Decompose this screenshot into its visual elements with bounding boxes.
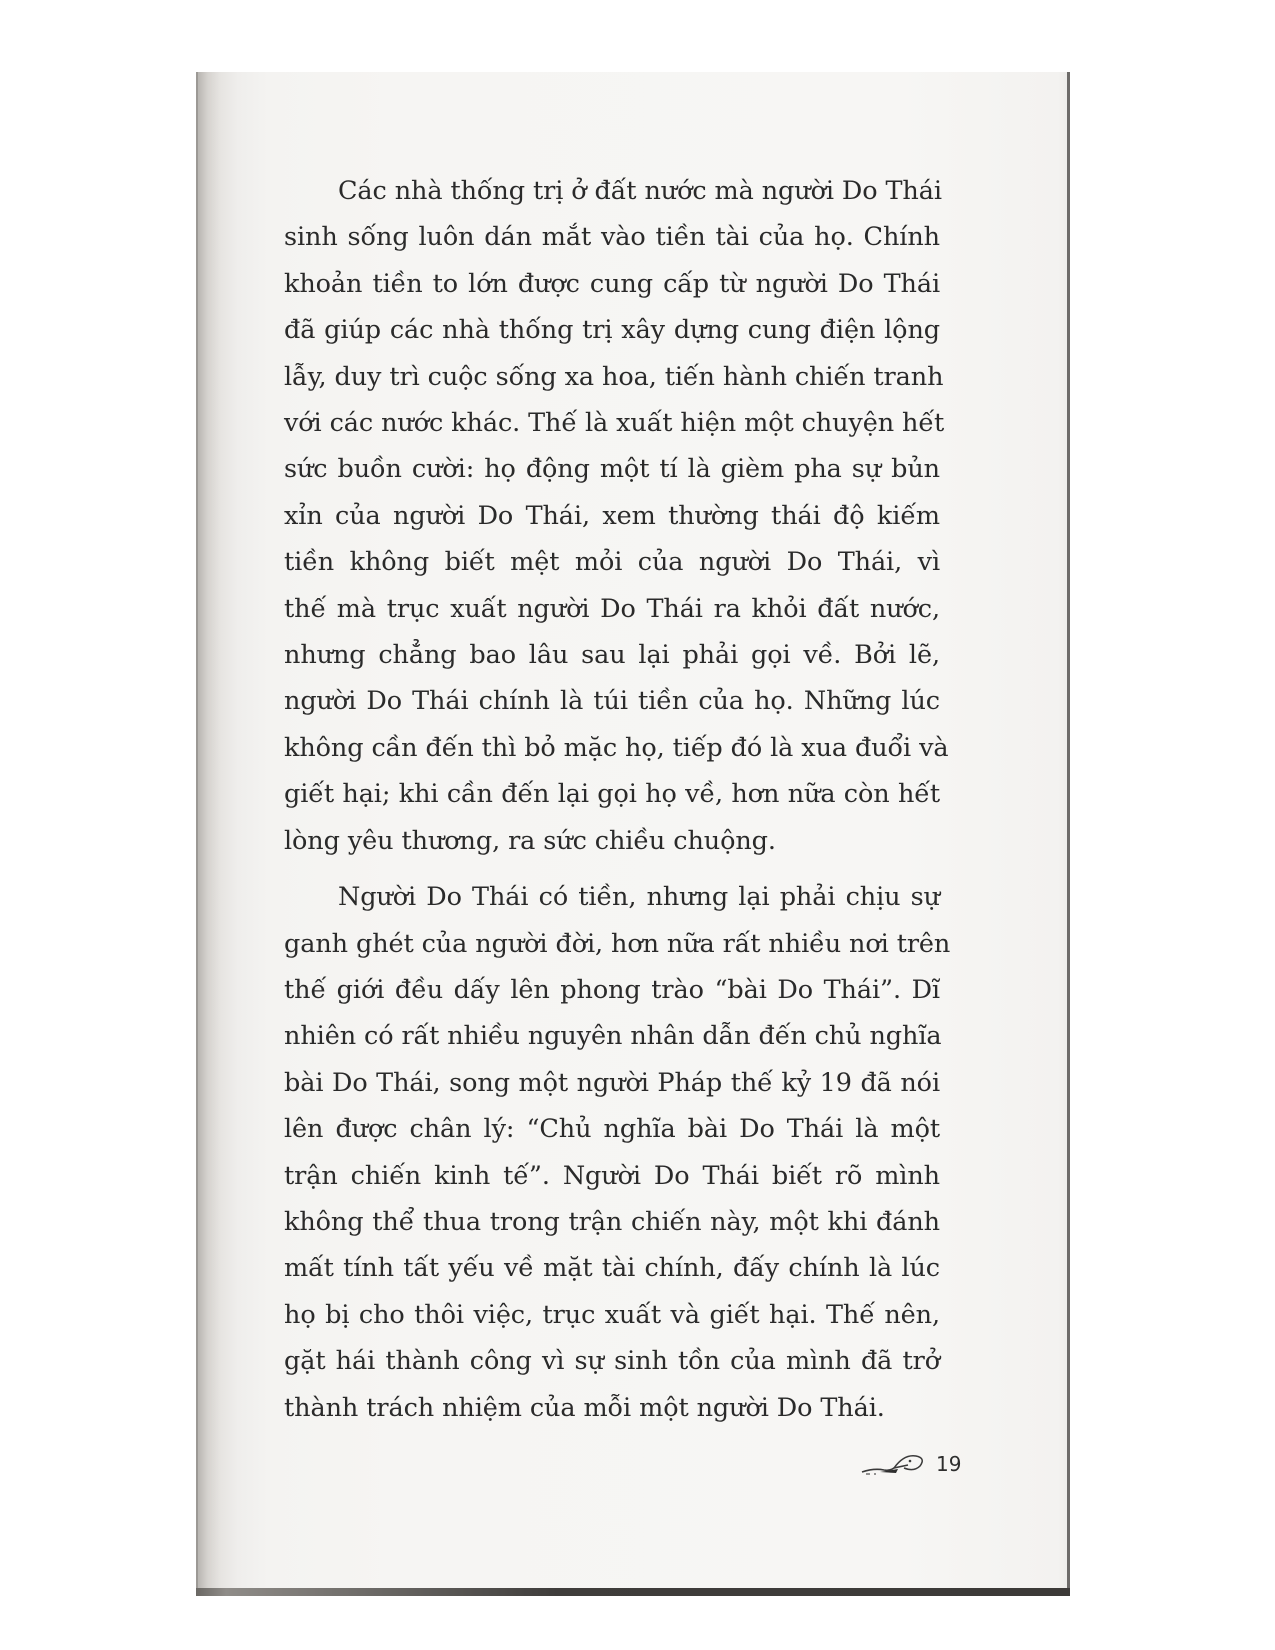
pen-flourish-icon: [860, 1448, 930, 1478]
page-footer: [860, 1448, 961, 1478]
text-line: xỉn của người Do Thái, xem thường thái độ kiếm: [284, 500, 940, 531]
text-line: Các nhà thống trị ở đất nước mà người Do Thái: [338, 176, 942, 206]
text-line: thế giới đều dấy lên phong trào “bài Do Thái”. Dĩ: [284, 974, 940, 1005]
text-line: không thể thua trong trận chiến này, một khi đánh: [284, 1206, 940, 1237]
text-line: khoản tiền to lớn được cung cấp từ người Do Thái: [284, 268, 940, 299]
text-line: đã giúp các nhà thống trị xây dựng cung điện lộng: [284, 315, 940, 346]
text-line: họ bị cho thôi việc, trục xuất và giết hại. Thế nên,: [284, 1299, 940, 1330]
text-line: nhưng chẳng bao lâu sau lại phải gọi về. Bởi lẽ,: [284, 640, 940, 671]
text-line: giết hại; khi cần đến lại gọi họ về, hơn nữa còn hết: [284, 779, 940, 810]
page-number: 19: [936, 1452, 962, 1476]
text-line: bài Do Thái, song một người Pháp thế kỷ 19 đã nói: [284, 1067, 940, 1098]
text-line: nhiên có rất nhiều nguyên nhân dẫn đến chủ nghĩa: [284, 1021, 942, 1052]
text-line: mất tính tất yếu về mặt tài chính, đấy chính là lúc: [284, 1253, 940, 1284]
body-text: [284, 168, 951, 1431]
text-line: lẫy, duy trì cuộc sống xa hoa, tiến hành chiến tranh: [284, 361, 944, 392]
paragraph-2: [284, 874, 951, 1431]
text-line: không cần đến thì bỏ mặc họ, tiếp đó là xua đuổi và: [284, 732, 949, 763]
page-bottom-edge: [196, 1588, 1070, 1596]
paragraph-spacer: [284, 864, 940, 874]
text-line: thế mà trục xuất người Do Thái ra khỏi đất nước,: [284, 593, 940, 624]
text-line: thành trách nhiệm của mỗi một người Do Thái.: [284, 1392, 885, 1423]
text-line: lòng yêu thương, ra sức chiều chuộng.: [284, 825, 776, 856]
text-line: sinh sống luôn dán mắt vào tiền tài của họ. Chính: [284, 222, 940, 253]
text-line: người Do Thái chính là túi tiền của họ. Những lúc: [284, 686, 940, 717]
text-line: ganh ghét của người đời, hơn nữa rất nhiều nơi trên: [284, 928, 951, 959]
text-line: trận chiến kinh tế”. Người Do Thái biết rõ mình: [284, 1160, 940, 1191]
paragraph-1: [284, 168, 949, 864]
text-line: với các nước khác. Thế là xuất hiện một chuyện hết: [284, 408, 945, 439]
text-line: lên được chân lý: “Chủ nghĩa bài Do Thái là một: [284, 1114, 940, 1145]
text-line: Người Do Thái có tiền, nhưng lại phải chịu sự: [338, 882, 940, 913]
text-line: sức buồn cười: họ động một tí là gièm pha sự bủn: [284, 454, 940, 485]
text-line: tiền không biết mệt mỏi của người Do Thái, vì: [284, 547, 940, 578]
text-line: gặt hái thành công vì sự sinh tồn của mình đã trở: [284, 1346, 940, 1377]
